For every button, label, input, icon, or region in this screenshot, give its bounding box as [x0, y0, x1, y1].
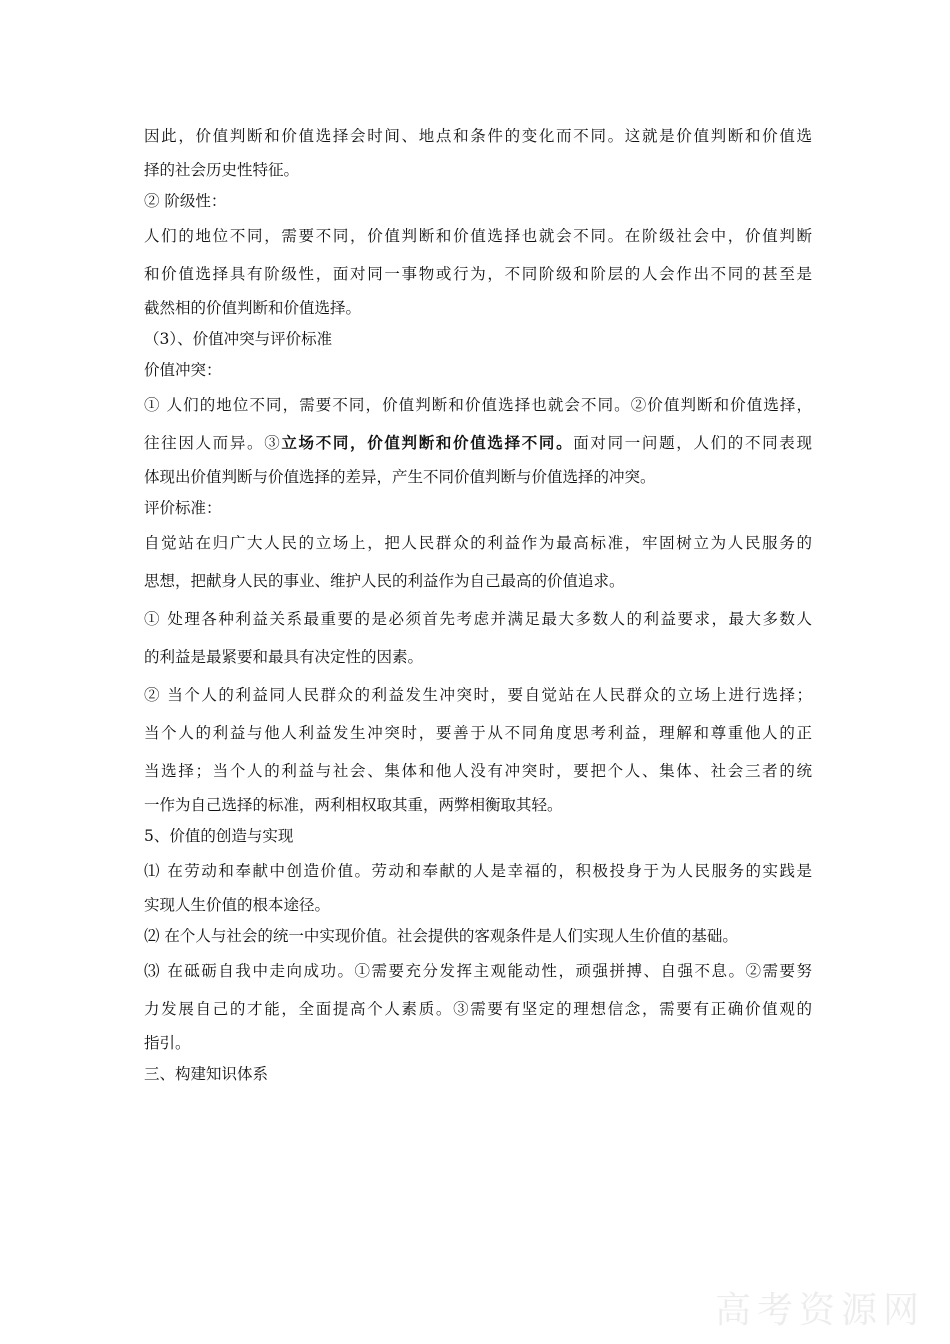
paragraph-line: 和价值选择具有阶级性，面对同一事物或行为，不同阶级和阶层的人会作出不同的甚至是 [144, 265, 812, 283]
paragraph-line: 择的社会历史性特征。 [144, 161, 300, 179]
paragraph-line: ⑴ 在劳动和奉献中创造价值。劳动和奉献的人是幸福的，积极投身于为人民服务的实践是 [144, 862, 812, 880]
paragraph-line: 力发展自己的才能，全面提高个人素质。③需要有坚定的理想信念，需要有正确价值观的 [144, 1000, 812, 1018]
paragraph-line: 自觉站在归广大人民的立场上，把人民群众的利益作为最高标准，牢固树立为人民服务的 [144, 534, 812, 552]
paragraph-line: 的利益是最紧要和最具有决定性的因素。 [144, 648, 424, 666]
paragraph-line: 人们的地位不同，需要不同，价值判断和价值选择也就会不同。在阶级社会中，价值判断 [144, 227, 812, 245]
paragraph-line: 截然相的价值判断和价值选择。 [144, 299, 362, 317]
paragraph-line: 当选择；当个人的利益与社会、集体和他人没有冲突时，要把个人、集体、社会三者的统 [144, 762, 812, 780]
section-heading: （3）、价值冲突与评价标准 [144, 330, 333, 348]
paragraph-line: 一作为自己选择的标准，两利相权取其重，两弊相衡取其轻。 [144, 796, 563, 814]
document-body [144, 117, 812, 1090]
paragraph-line: 因此，价值判断和价值选择会时间、地点和条件的变化而不同。这就是价值判断和价值选 [144, 127, 812, 145]
paragraph-line: ⑶ 在砥砺自我中走向成功。①需要充分发挥主观能动性，顽强拼搏、自强不息。②需要努 [144, 962, 812, 980]
paragraph-line: 指引。 [144, 1034, 191, 1052]
paragraph-line: ① 处理各种利益关系最重要的是必须首先考虑并满足最大多数人的利益要求，最大多数人 [144, 610, 812, 628]
text-run: 往往因人而异。③ [144, 434, 282, 452]
paragraph-line: 体现出价值判断与价值选择的差异，产生不同价值判断与价值选择的冲突。 [144, 468, 656, 486]
section-heading: ② 阶级性： [144, 192, 227, 210]
section-heading: 评价标准： [144, 499, 222, 517]
paragraph-line: 思想，把献身人民的事业、维护人民的利益作为自己最高的价值追求。 [144, 572, 625, 590]
section-heading: 5、价值的创造与实现 [144, 827, 294, 845]
paragraph-line: 实现人生价值的根本途径。 [144, 896, 331, 914]
section-heading: 三、构建知识体系 [144, 1065, 269, 1083]
paragraph-line [144, 424, 812, 462]
paragraph-line: ⑵ 在个人与社会的统一中实现价值。社会提供的客观条件是人们实现人生价值的基础。 [144, 927, 738, 945]
emphasis-text: 立场不同，价值判断和价值选择不同。 [281, 433, 574, 452]
section-heading: 价值冲突： [144, 361, 222, 379]
paragraph-line: ② 当个人的利益同人民群众的利益发生冲突时，要自觉站在人民群众的立场上进行选择； [144, 686, 812, 704]
paragraph-line: 当个人的利益与他人利益发生冲突时，要善于从不同角度思考利益，理解和尊重他人的正 [144, 724, 812, 742]
text-run: 面对同一问题，人们的不同表现 [573, 434, 812, 452]
watermark: 高考资源网 [715, 1290, 926, 1331]
paragraph-line: ① 人们的地位不同，需要不同，价值判断和价值选择也就会不同。②价值判断和价值选择， [144, 396, 812, 414]
